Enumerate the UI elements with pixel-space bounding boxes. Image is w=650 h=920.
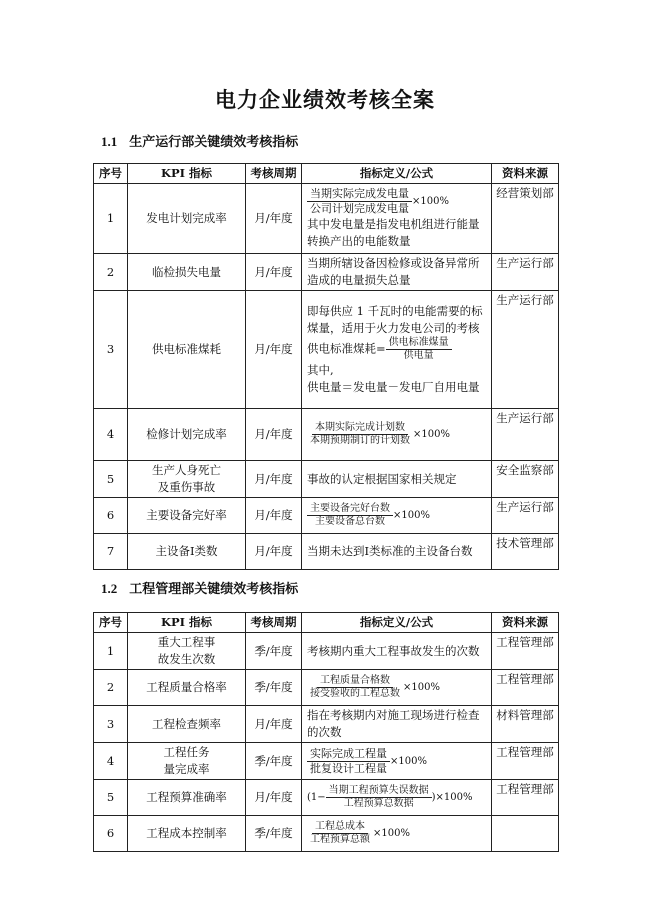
- row-kpi: [128, 633, 246, 670]
- formula-label: 供电标准煤耗=: [307, 341, 386, 356]
- table-row: [94, 670, 559, 706]
- header-no: 序号: [94, 164, 128, 184]
- table-row: [94, 816, 559, 852]
- table-row: [94, 633, 559, 670]
- kpi-line-2: 量完成率: [163, 762, 210, 776]
- formula-multiplier: ×100%: [390, 755, 427, 767]
- row-source: 工程管理部: [492, 670, 559, 706]
- row-source: 材料管理部: [492, 706, 559, 743]
- row-cycle: 季/年度: [246, 633, 302, 670]
- kpi-line-2: 故发生次数: [157, 652, 216, 666]
- row-kpi: 工程成本控制率: [128, 816, 246, 852]
- kpi-line-1: 生产人身死亡: [152, 463, 221, 477]
- row-no: 1: [94, 633, 128, 670]
- definition-formula: 供电量＝发电量－发电厂自用电量: [307, 380, 480, 394]
- row-cycle: 季/年度: [246, 816, 302, 852]
- row-definition: [302, 498, 492, 534]
- kpi-table-engineering: [93, 612, 559, 852]
- row-source: 工程管理部: [492, 743, 559, 780]
- row-no: 3: [94, 291, 128, 409]
- row-no: 6: [94, 816, 128, 852]
- row-source: 生产运行部: [492, 291, 559, 409]
- row-definition: [302, 743, 492, 780]
- header-kpi: KPI 指标: [128, 613, 246, 633]
- kpi-line-2: 及重伤事故: [157, 480, 216, 494]
- row-source: 经营策划部: [492, 184, 559, 254]
- numerator: 本期实际完成计划数: [312, 422, 408, 435]
- row-cycle: 月/年度: [246, 409, 302, 461]
- table-row: [94, 780, 559, 816]
- row-definition: 当期所辖设备因检修或设备异常所造成的电量损失总量: [302, 254, 492, 291]
- row-no: 4: [94, 743, 128, 780]
- row-kpi: 主要设备完好率: [128, 498, 246, 534]
- numerator: 工程总成本: [312, 821, 368, 834]
- row-definition: 指在考核期内对施工现场进行检查的次数: [302, 706, 492, 743]
- numerator: 当期实际完成发电量: [307, 187, 412, 202]
- row-source: 生产运行部: [492, 498, 559, 534]
- section-heading-2: [101, 578, 298, 597]
- row-definition: [302, 670, 492, 706]
- table-row: [94, 706, 559, 743]
- formula-multiplier: ×100%: [403, 682, 440, 693]
- row-source: 工程管理部: [492, 780, 559, 816]
- denominator: 工程预算总数据: [343, 798, 414, 809]
- kpi-table-production: [93, 163, 559, 570]
- header-source: 资料来源: [492, 164, 559, 184]
- denominator: 批复设计工程量: [310, 761, 387, 775]
- formula-fraction: [307, 747, 390, 776]
- row-cycle: 月/年度: [246, 291, 302, 409]
- row-kpi: 主设备Ⅰ类数: [128, 534, 246, 570]
- definition-text: 其中发电量是指发电机组进行能量转换产出的电能数量: [307, 217, 480, 248]
- row-source: 技术管理部: [492, 534, 559, 570]
- kpi-line-1: 工程任务: [163, 745, 210, 759]
- row-cycle: 季/年度: [246, 743, 302, 780]
- denominator: 公司计划完成发电量: [310, 202, 409, 215]
- kpi-line-1: 重大工程事: [157, 635, 216, 649]
- definition-text: 即每供应 1 千瓦时的电能需要的标煤量，适用于火力发电公司的考核: [307, 304, 483, 335]
- formula-fraction: [307, 422, 413, 447]
- denominator: 本期预期制订的计划数: [310, 435, 410, 446]
- formula-fraction: [386, 337, 452, 362]
- header-definition: 指标定义/公式: [302, 613, 492, 633]
- numerator: 实际完成工程量: [307, 747, 390, 762]
- row-no: 1: [94, 184, 128, 254]
- header-cycle: 考核周期: [246, 613, 302, 633]
- row-definition: [302, 291, 492, 409]
- row-kpi: 供电标准煤耗: [128, 291, 246, 409]
- header-kpi: KPI 指标: [128, 164, 246, 184]
- formula-multiplier: ×100%: [412, 196, 449, 207]
- row-source: 工程管理部: [492, 633, 559, 670]
- table-header-row: [94, 164, 559, 184]
- row-no: 2: [94, 254, 128, 291]
- page-title: 电力企业绩效考核全案: [215, 87, 435, 112]
- table-row: [94, 291, 559, 409]
- row-cycle: 月/年度: [246, 498, 302, 534]
- section-number: 1.1: [101, 134, 118, 149]
- row-cycle: 月/年度: [246, 461, 302, 498]
- formula-multiplier: ×100%: [413, 429, 450, 440]
- formula-fraction: [307, 503, 393, 528]
- header-no: 序号: [94, 613, 128, 633]
- section-number: 1.2: [101, 581, 118, 596]
- row-kpi: 工程预算准确率: [128, 780, 246, 816]
- row-kpi: 发电计划完成率: [128, 184, 246, 254]
- formula-fraction: [326, 785, 432, 810]
- row-cycle: 月/年度: [246, 534, 302, 570]
- row-kpi: 临检损失电量: [128, 254, 246, 291]
- formula-suffix: )×100%: [431, 792, 473, 803]
- formula-fraction: [307, 675, 403, 700]
- row-cycle: 月/年度: [246, 706, 302, 743]
- row-no: 7: [94, 534, 128, 570]
- row-no: 5: [94, 780, 128, 816]
- row-no: 4: [94, 409, 128, 461]
- row-no: 2: [94, 670, 128, 706]
- denominator: 供电量: [403, 350, 434, 361]
- row-no: 5: [94, 461, 128, 498]
- row-source: 生产运行部: [492, 409, 559, 461]
- formula-fraction: [307, 821, 373, 846]
- numerator: 主要设备完好台数: [307, 503, 393, 516]
- row-source: 安全监察部: [492, 461, 559, 498]
- row-source: 生产运行部: [492, 254, 559, 291]
- table-row: [94, 534, 559, 570]
- table-header-row: [94, 613, 559, 633]
- numerator: 工程质量合格数: [317, 675, 393, 688]
- row-kpi: [128, 743, 246, 780]
- header-source: 资料来源: [492, 613, 559, 633]
- row-no: 3: [94, 706, 128, 743]
- numerator: 供电标准煤量: [386, 337, 452, 350]
- section-heading-1: [101, 131, 298, 150]
- formula-multiplier: ×100%: [373, 828, 410, 839]
- section-label: 工程管理部关键绩效考核指标: [129, 582, 299, 597]
- row-definition: [302, 816, 492, 852]
- header-definition: 指标定义/公式: [302, 164, 492, 184]
- denominator: 主要设备总台数: [315, 516, 385, 527]
- row-cycle: 季/年度: [246, 670, 302, 706]
- table-row: [94, 743, 559, 780]
- table-row: [94, 461, 559, 498]
- row-kpi: 工程质量合格率: [128, 670, 246, 706]
- table-row: [94, 409, 559, 461]
- numerator: 当期工程预算失误数据: [326, 785, 432, 798]
- table-row: [94, 254, 559, 291]
- row-definition: [302, 184, 492, 254]
- denominator: 接受验收的工程总数: [310, 688, 400, 699]
- row-kpi: 工程检查频率: [128, 706, 246, 743]
- formula-prefix: (1−: [307, 792, 326, 803]
- formula-multiplier: ×100%: [393, 510, 430, 521]
- definition-note: 其中,: [307, 363, 334, 377]
- row-definition: 当期未达到Ⅰ类标准的主设备台数: [302, 534, 492, 570]
- row-cycle: 月/年度: [246, 780, 302, 816]
- table-row: [94, 498, 559, 534]
- section-label: 生产运行部关键绩效考核指标: [129, 135, 299, 150]
- row-source: [492, 816, 559, 852]
- header-cycle: 考核周期: [246, 164, 302, 184]
- row-definition: 考核期内重大工程事故发生的次数: [302, 633, 492, 670]
- row-definition: 事故的认定根据国家相关规定: [302, 461, 492, 498]
- row-kpi: [128, 461, 246, 498]
- row-cycle: 月/年度: [246, 254, 302, 291]
- table-row: [94, 184, 559, 254]
- row-kpi: 检修计划完成率: [128, 409, 246, 461]
- denominator: 工程预算总额: [310, 834, 370, 845]
- row-no: 6: [94, 498, 128, 534]
- row-cycle: 月/年度: [246, 184, 302, 254]
- row-definition: [302, 780, 492, 816]
- row-definition: [302, 409, 492, 461]
- formula-fraction: [307, 187, 412, 216]
